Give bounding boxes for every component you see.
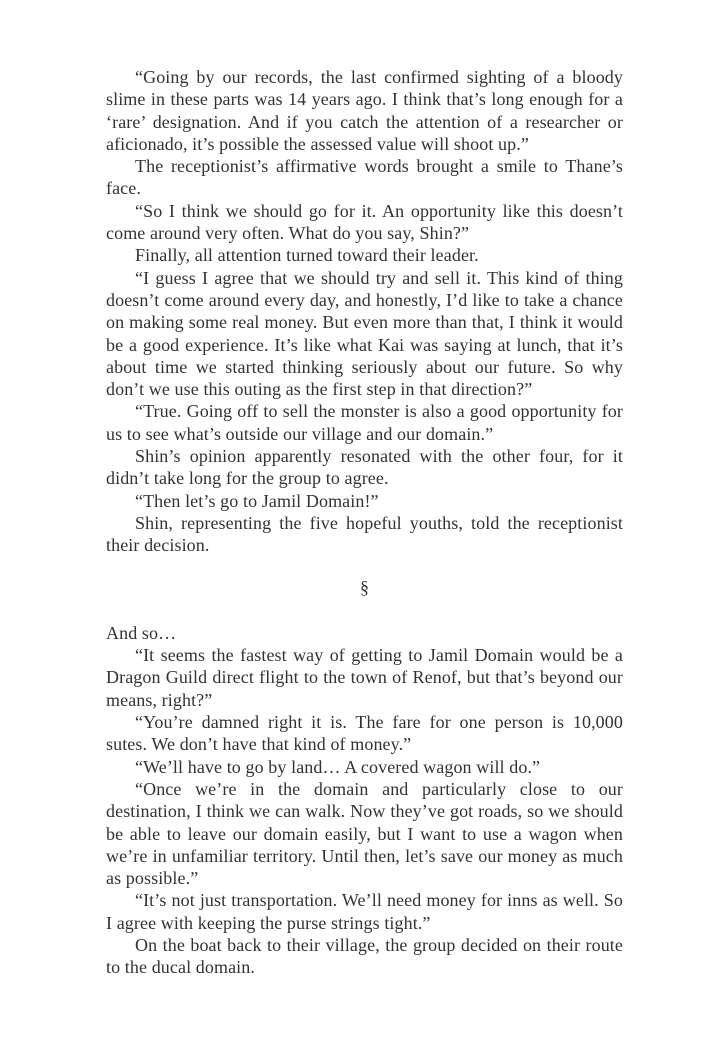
page-text-block <box>106 66 623 979</box>
paragraph: “It seems the fastest way of getting to Jamil Domain would be a Dragon Guild direct flight to the town of Renof, but that’s beyond our means, right?” <box>106 645 623 710</box>
paragraph: On the boat back to their village, the group decided on their route to the ducal domain. <box>106 934 623 978</box>
paragraph: Shin, representing the five hopeful youths, told the receptionist their decision. <box>106 512 623 556</box>
paragraph: “So I think we should go for it. An opportunity like this doesn’t come around very often. What do you say, Shin?” <box>106 200 623 244</box>
paragraph: “Then let’s go to Jamil Domain!” <box>135 490 379 511</box>
paragraph: “It’s not just transportation. We’ll need money for inns as well. So I agree with keeping the purse strings tight.” <box>106 890 623 933</box>
paragraph: And so… <box>106 622 177 643</box>
paragraph: “We’ll have to go by land… A covered wagon will do.” <box>135 756 541 777</box>
paragraph: “I guess I agree that we should try and sell it. This kind of thing doesn’t come around every day, and honestly, I’d like to take a chance on making some real money. But even more than that, I think it would be a good experience. It’s like what Kai was saying at lunch, that it’s about time we started thinking seriously about our future. So why don’t we use this outing as the first step in that direction?” <box>106 267 623 400</box>
paragraph: Finally, all attention turned toward their leader. <box>135 245 479 266</box>
paragraph: The receptionist’s affirmative words brought a smile to Thane’s face. <box>106 156 623 199</box>
paragraph: Shin’s opinion apparently resonated with the other four, for it didn’t take long for the group to agree. <box>106 446 623 489</box>
paragraph: “True. Going off to sell the monster is also a good opportunity for us to see what’s outside our village and our domain.” <box>106 401 623 444</box>
paragraph: “Going by our records, the last confirmed sighting of a bloody slime in these parts was 14 years ago. I think that’s long enough for a ‘rare’ designation. And if you catch the attention of a researcher or aficionado, it’s possible the assessed value will shoot up.” <box>106 67 623 154</box>
paragraph: “You’re damned right it is. The fare for one person is 10,000 sutes. We don’t have that kind of money.” <box>106 712 623 755</box>
section-break-mark: § <box>359 576 370 597</box>
paragraph: “Once we’re in the domain and particularly close to our destination, I think we can walk. Now they’ve got roads, so we should be able to leave our domain easily, but I want to use a wagon when we’re in unfamiliar territory. Until then, let’s save our money as much as possible.” <box>106 778 623 889</box>
